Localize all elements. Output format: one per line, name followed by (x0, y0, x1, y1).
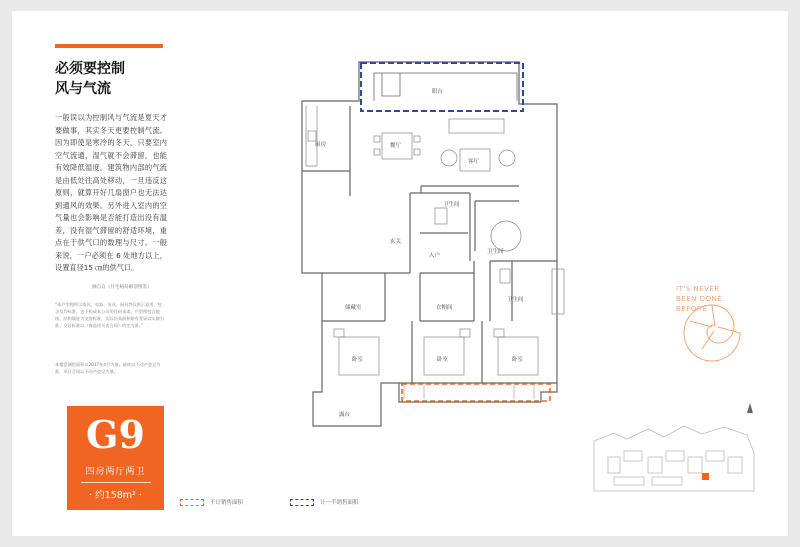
legend-blue-label: 计一半销售面积 (320, 500, 359, 506)
brand-motto (676, 284, 746, 314)
motto-line2: BEEN DONE (676, 295, 723, 303)
toilet (500, 269, 510, 283)
room-label-balcony: 阳台 (432, 89, 444, 95)
bed (498, 337, 538, 375)
unit-code: G9 (86, 412, 145, 457)
nightstand (494, 329, 504, 337)
room-label-bedroom-c: 卧室 (512, 357, 524, 363)
bathtub (552, 269, 564, 314)
chair (374, 136, 380, 142)
headline-line2: 风与气流 (55, 81, 111, 97)
motto-line1: IT'S NEVER (676, 285, 720, 293)
room-label-dressing: 衣帽间 (436, 305, 453, 311)
room-label-bath3: 卫生间 (507, 297, 524, 303)
nightstand (460, 329, 470, 337)
legend-blue-swatch (290, 499, 314, 506)
site-key-plan (594, 426, 754, 491)
room-label-terrace: 露台 (339, 412, 351, 418)
washer-outline (382, 73, 400, 96)
measurement-note: 本楼盘测绘面积以2017年4月为准，最终以不动产登记为准，项目合同以不动产登记为准。 (55, 362, 161, 374)
body-text: 一般误以为控制风与气流是夏天才要做事，其实冬天更要控制气流。因为即使是寒冷的冬天，只要室内空气流通，湿气就不会滞留，也能有效降低湿度。建筑物内部的气流是由低处往高处移动，一旦违反这原则，就算开好几扇窗户也无法达到通风的效果。另外进入室内的空气量也会影响是否能打造出没有温差，没有湿气滞留的舒适环境，重点在于供气口的数理与尺寸。一般来说，一户必须在 6 处地方以上，设置直径15 ㎝的供气口。 (55, 113, 167, 272)
kitchen-counter (306, 106, 317, 166)
legend-orange (180, 498, 243, 506)
nightstand (334, 329, 344, 337)
balcony-railing (404, 385, 534, 399)
room-label-storage: 储藏室 (345, 305, 362, 311)
armchair (441, 150, 457, 166)
chair (414, 136, 420, 142)
unit-area: · 约158m² · (89, 490, 142, 501)
room-label-bath1: 卫生间 (443, 202, 460, 208)
disclaimer-note: “本户型图所示家具、电器、洁具、厨具等仅供示意用，包含及均标准，也不构成本公司的任何承诺。户型图包含地线、结构墙柱为交房标准，实际层高面积如有差异以实测为准。交付标准以《商品房买卖合同》约定为准。” (55, 302, 164, 328)
room-label-bath2: 卫生间 (487, 249, 504, 255)
room-label-dining: 餐厅 (390, 143, 402, 149)
bed (424, 337, 464, 375)
room-label-entry: 入户 (429, 253, 441, 259)
chair (374, 149, 380, 155)
north-arrow-icon (747, 403, 753, 413)
armchair (499, 150, 515, 166)
source-citation: 摘自自《住宅格局解剖图鉴》 (92, 285, 152, 290)
floor-plan (12, 11, 788, 536)
legend-orange-swatch (180, 499, 204, 506)
unit-type: 四房两厅两卫 (85, 467, 146, 477)
shower (491, 221, 521, 251)
site-highlight (702, 473, 709, 480)
legend-orange-label: 不计销售面积 (210, 500, 244, 506)
stove (308, 131, 316, 141)
room-label-living: 客厅 (468, 159, 480, 165)
brochure-page (12, 11, 788, 536)
toilet (435, 208, 447, 224)
headline-line1: 必须要控制 (55, 61, 125, 77)
balcony-rail (374, 73, 517, 101)
room-label-bedroom-a: 卧室 (352, 357, 364, 363)
sofa (449, 119, 504, 133)
half-area-marker (361, 63, 523, 111)
room-label-bedroom-b: 卧室 (437, 357, 449, 363)
room-label-hall: 玄关 (390, 239, 402, 245)
motto-line3: BEFORE (676, 305, 708, 313)
legend-blue (290, 498, 359, 506)
chair (414, 149, 420, 155)
room-label-kitchen: 厨房 (315, 142, 327, 148)
bed (339, 337, 379, 375)
